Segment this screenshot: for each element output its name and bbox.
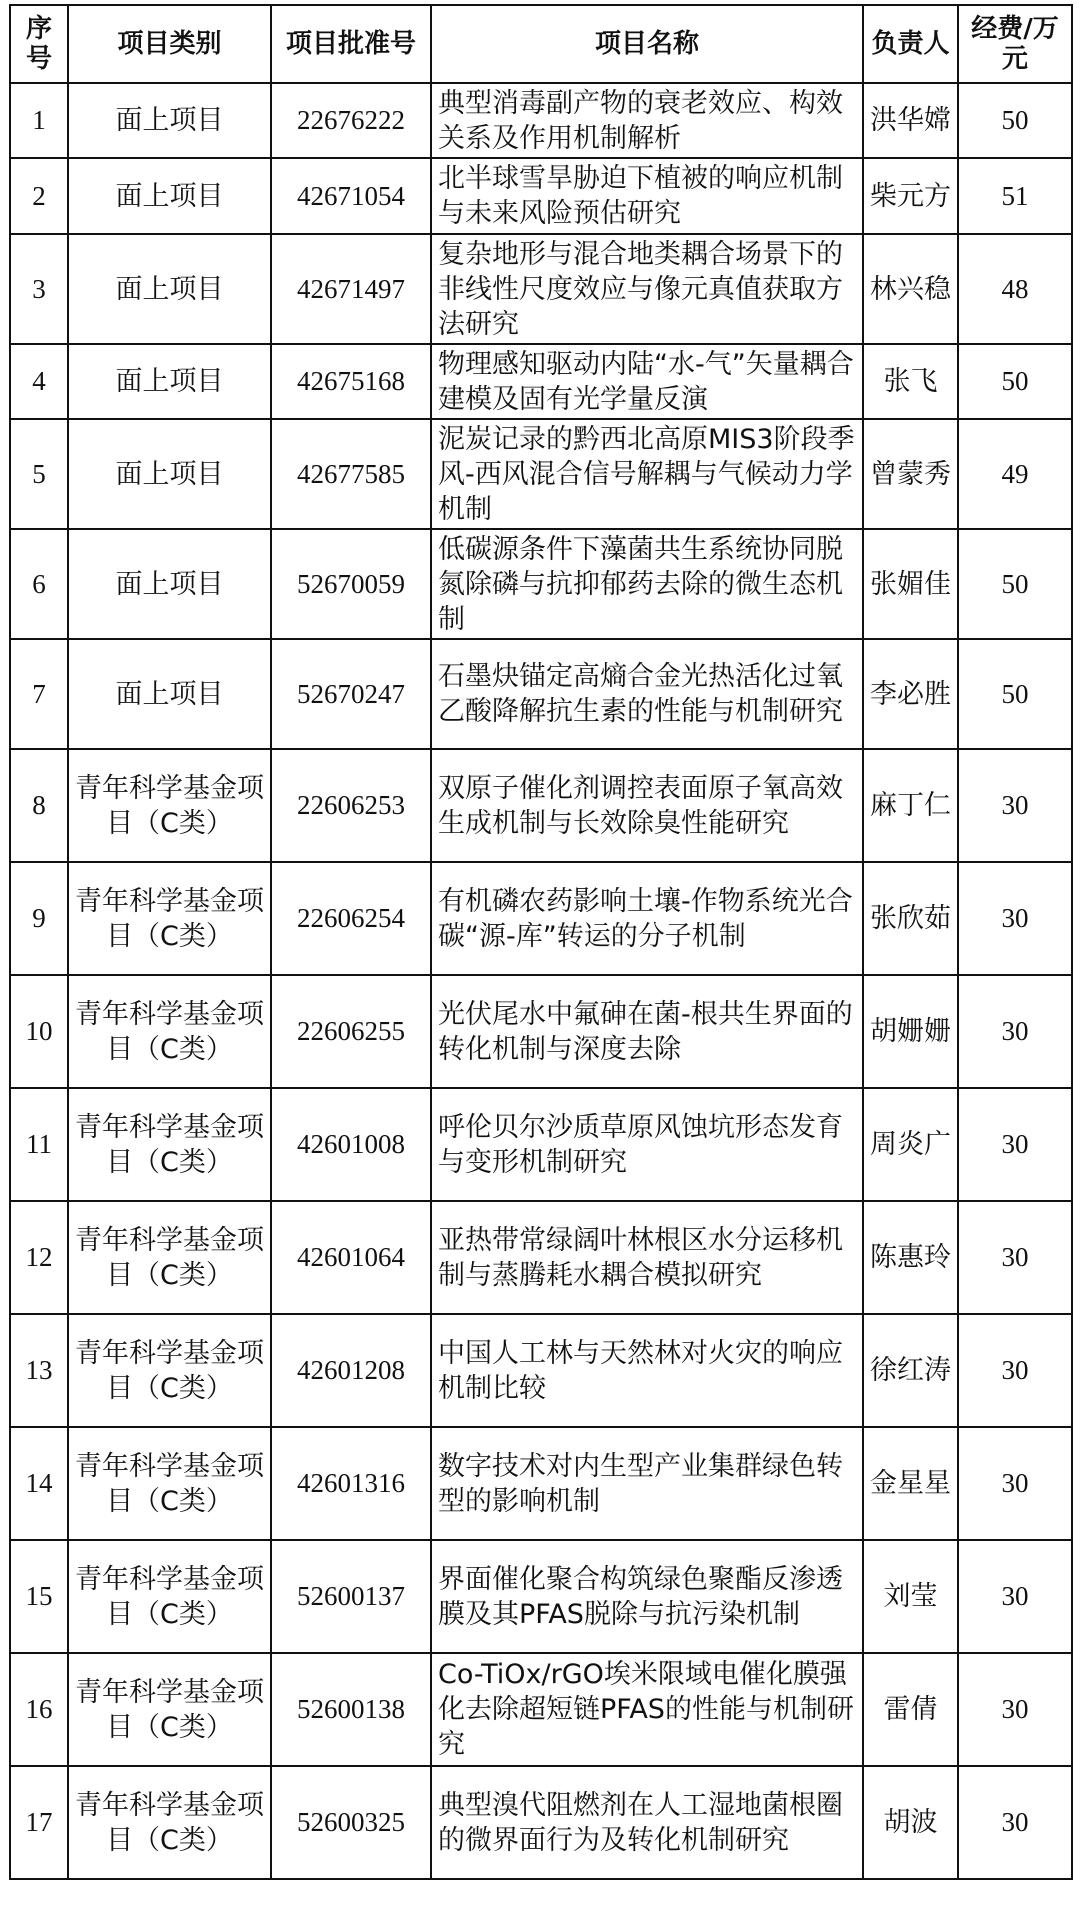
table-row — [10, 1088, 1072, 1201]
cell-no: 15 — [10, 1540, 68, 1653]
header-leader: 负责人 — [863, 5, 958, 83]
cell-approval-no: 42601064 — [271, 1201, 431, 1314]
cell-name: 亚热带常绿阔叶林根区水分运移机制与蒸腾耗水耦合模拟研究 — [431, 1201, 863, 1314]
cell-category: 面上项目 — [68, 639, 271, 749]
cell-no: 8 — [10, 749, 68, 862]
cell-category: 面上项目 — [68, 158, 271, 234]
cell-category: 青年科学基金项目（C类） — [68, 1653, 271, 1766]
cell-no: 16 — [10, 1653, 68, 1766]
cell-approval-no: 52600137 — [271, 1540, 431, 1653]
cell-name: 低碳源条件下藻菌共生系统协同脱氮除磷与抗抑郁药去除的微生态机制 — [431, 529, 863, 639]
cell-funding: 50 — [958, 529, 1072, 639]
cell-approval-no: 22606255 — [271, 975, 431, 1088]
cell-name: 界面催化聚合构筑绿色聚酯反渗透膜及其PFAS脱除与抗污染机制 — [431, 1540, 863, 1653]
cell-leader: 洪华嫦 — [863, 83, 958, 158]
table-row — [10, 1427, 1072, 1540]
cell-leader: 胡波 — [863, 1766, 958, 1879]
cell-approval-no: 52670059 — [271, 529, 431, 639]
header-no: 序号 — [10, 5, 68, 83]
cell-leader: 金星星 — [863, 1427, 958, 1540]
table-row — [10, 234, 1072, 344]
cell-no: 13 — [10, 1314, 68, 1427]
cell-name: 呼伦贝尔沙质草原风蚀坑形态发育与变形机制研究 — [431, 1088, 863, 1201]
cell-funding: 30 — [958, 1201, 1072, 1314]
header-approval-no: 项目批准号 — [271, 5, 431, 83]
cell-no: 1 — [10, 83, 68, 158]
cell-funding: 30 — [958, 1653, 1072, 1766]
table-row — [10, 344, 1072, 419]
cell-leader: 麻丁仁 — [863, 749, 958, 862]
cell-funding: 30 — [958, 1766, 1072, 1879]
cell-category: 青年科学基金项目（C类） — [68, 749, 271, 862]
cell-approval-no: 22606253 — [271, 749, 431, 862]
cell-leader: 李必胜 — [863, 639, 958, 749]
cell-category: 面上项目 — [68, 234, 271, 344]
cell-funding: 49 — [958, 419, 1072, 529]
cell-category: 面上项目 — [68, 419, 271, 529]
cell-no: 14 — [10, 1427, 68, 1540]
cell-funding: 30 — [958, 975, 1072, 1088]
cell-leader: 胡姗姗 — [863, 975, 958, 1088]
cell-funding: 50 — [958, 639, 1072, 749]
cell-approval-no: 42601208 — [271, 1314, 431, 1427]
cell-name: 石墨炔锚定高熵合金光热活化过氧乙酸降解抗生素的性能与机制研究 — [431, 639, 863, 749]
cell-no: 7 — [10, 639, 68, 749]
cell-no: 17 — [10, 1766, 68, 1879]
cell-approval-no: 52600138 — [271, 1653, 431, 1766]
table-row — [10, 1201, 1072, 1314]
cell-no: 12 — [10, 1201, 68, 1314]
cell-leader: 周炎广 — [863, 1088, 958, 1201]
table-row — [10, 83, 1072, 158]
table-row — [10, 639, 1072, 749]
cell-category: 面上项目 — [68, 83, 271, 158]
table-row — [10, 1653, 1072, 1766]
cell-no: 4 — [10, 344, 68, 419]
cell-leader: 张欣茹 — [863, 862, 958, 975]
cell-funding: 48 — [958, 234, 1072, 344]
cell-category: 面上项目 — [68, 529, 271, 639]
cell-approval-no: 42671497 — [271, 234, 431, 344]
cell-no: 6 — [10, 529, 68, 639]
table-row — [10, 529, 1072, 639]
cell-funding: 30 — [958, 1540, 1072, 1653]
cell-no: 2 — [10, 158, 68, 234]
cell-funding: 51 — [958, 158, 1072, 234]
cell-funding: 50 — [958, 83, 1072, 158]
table-row — [10, 1766, 1072, 1879]
cell-name: 典型消毒副产物的衰老效应、构效关系及作用机制解析 — [431, 83, 863, 158]
header-name: 项目名称 — [431, 5, 863, 83]
cell-category: 青年科学基金项目（C类） — [68, 1088, 271, 1201]
cell-name: 有机磷农药影响土壤-作物系统光合碳“源-库”转运的分子机制 — [431, 862, 863, 975]
cell-name: 复杂地形与混合地类耦合场景下的非线性尺度效应与像元真值获取方法研究 — [431, 234, 863, 344]
cell-name: 双原子催化剂调控表面原子氧高效生成机制与长效除臭性能研究 — [431, 749, 863, 862]
cell-name: 物理感知驱动内陆“水-气”矢量耦合建模及固有光学量反演 — [431, 344, 863, 419]
cell-no: 5 — [10, 419, 68, 529]
cell-funding: 30 — [958, 862, 1072, 975]
cell-leader: 柴元方 — [863, 158, 958, 234]
cell-category: 青年科学基金项目（C类） — [68, 975, 271, 1088]
cell-leader: 刘莹 — [863, 1540, 958, 1653]
cell-name: Co-TiOx/rGO埃米限域电催化膜强化去除超短链PFAS的性能与机制研究 — [431, 1653, 863, 1766]
cell-no: 11 — [10, 1088, 68, 1201]
cell-category: 青年科学基金项目（C类） — [68, 1314, 271, 1427]
cell-approval-no: 22676222 — [271, 83, 431, 158]
table-row — [10, 158, 1072, 234]
table-row — [10, 862, 1072, 975]
header-category: 项目类别 — [68, 5, 271, 83]
header-row — [10, 5, 1072, 83]
cell-no: 3 — [10, 234, 68, 344]
header-funding: 经费/万元 — [958, 5, 1072, 83]
cell-approval-no: 42675168 — [271, 344, 431, 419]
cell-leader: 曾蒙秀 — [863, 419, 958, 529]
cell-category: 青年科学基金项目（C类） — [68, 1766, 271, 1879]
cell-leader: 张媚佳 — [863, 529, 958, 639]
cell-category: 青年科学基金项目（C类） — [68, 1427, 271, 1540]
cell-approval-no: 42671054 — [271, 158, 431, 234]
cell-funding: 30 — [958, 1427, 1072, 1540]
cell-approval-no: 42601008 — [271, 1088, 431, 1201]
cell-leader: 雷倩 — [863, 1653, 958, 1766]
table-row — [10, 419, 1072, 529]
cell-approval-no: 22606254 — [271, 862, 431, 975]
cell-leader: 徐红涛 — [863, 1314, 958, 1427]
cell-leader: 张飞 — [863, 344, 958, 419]
cell-approval-no: 52600325 — [271, 1766, 431, 1879]
cell-funding: 30 — [958, 1314, 1072, 1427]
table-row — [10, 1314, 1072, 1427]
cell-funding: 30 — [958, 749, 1072, 862]
project-table — [9, 4, 1073, 1880]
cell-funding: 50 — [958, 344, 1072, 419]
cell-leader: 陈惠玲 — [863, 1201, 958, 1314]
cell-category: 面上项目 — [68, 344, 271, 419]
table-row — [10, 749, 1072, 862]
cell-category: 青年科学基金项目（C类） — [68, 862, 271, 975]
cell-funding: 30 — [958, 1088, 1072, 1201]
cell-name: 北半球雪旱胁迫下植被的响应机制与未来风险预估研究 — [431, 158, 863, 234]
cell-no: 9 — [10, 862, 68, 975]
cell-category: 青年科学基金项目（C类） — [68, 1540, 271, 1653]
table-row — [10, 975, 1072, 1088]
cell-name: 光伏尾水中氟砷在菌-根共生界面的转化机制与深度去除 — [431, 975, 863, 1088]
cell-category: 青年科学基金项目（C类） — [68, 1201, 271, 1314]
cell-no: 10 — [10, 975, 68, 1088]
cell-name: 中国人工林与天然林对火灾的响应机制比较 — [431, 1314, 863, 1427]
cell-leader: 林兴稳 — [863, 234, 958, 344]
cell-name: 泥炭记录的黔西北高原MIS3阶段季风-西风混合信号解耦与气候动力学机制 — [431, 419, 863, 529]
cell-name: 数字技术对内生型产业集群绿色转型的影响机制 — [431, 1427, 863, 1540]
cell-approval-no: 52670247 — [271, 639, 431, 749]
cell-approval-no: 42601316 — [271, 1427, 431, 1540]
table-row — [10, 1540, 1072, 1653]
cell-name: 典型溴代阻燃剂在人工湿地菌根圈的微界面行为及转化机制研究 — [431, 1766, 863, 1879]
cell-approval-no: 42677585 — [271, 419, 431, 529]
